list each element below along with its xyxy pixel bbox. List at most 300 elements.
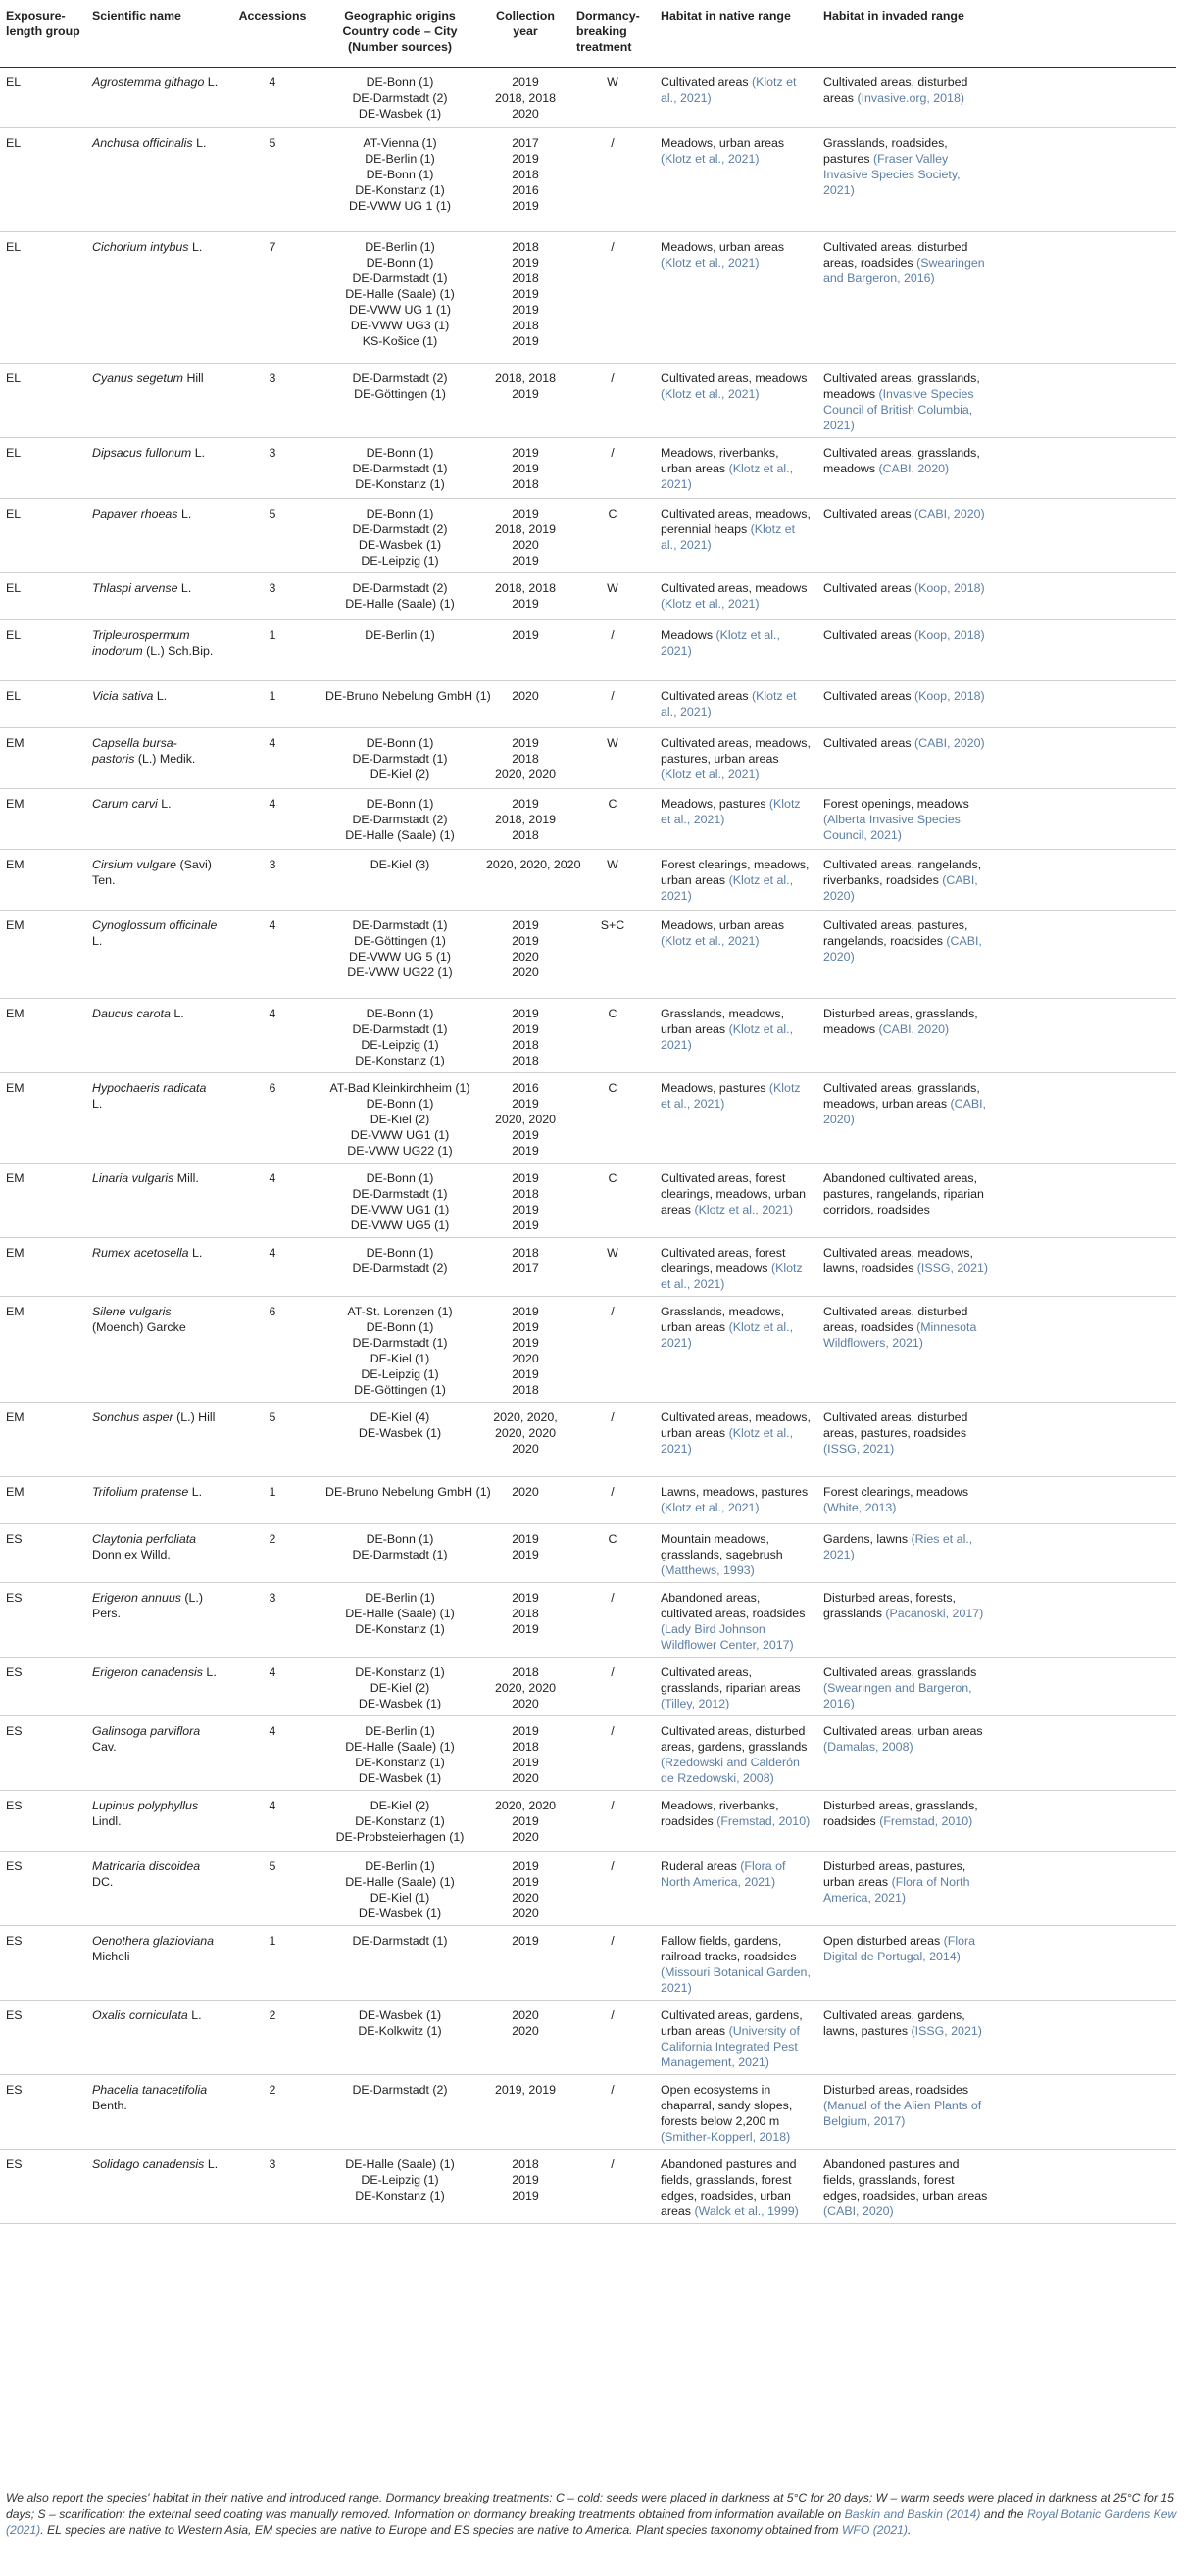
- invaded-habitat-citation[interactable]: (Flora Digital de Portugal, 2014): [823, 1934, 975, 1963]
- invaded-habitat-text: Cultivated areas, disturbed areas: [823, 75, 968, 105]
- cell-dormancy: W: [570, 1238, 655, 1297]
- year-item: 2019: [512, 1203, 539, 1216]
- cell-group: ES: [0, 2150, 86, 2224]
- cell-geographic-origins: [320, 2001, 480, 2075]
- invaded-habitat-wrap: [823, 1858, 990, 1906]
- native-habitat-text: Cultivated areas, forest clearings, meadows: [661, 1246, 786, 1275]
- cell-invaded-habitat: [817, 2075, 1176, 2150]
- invaded-habitat-text: Forest openings, meadows: [823, 797, 969, 811]
- origin-item: DE-VWW UG22 (1): [347, 1144, 453, 1158]
- invaded-habitat-citation[interactable]: (Invasive Species Council of British Columbia, 2021): [823, 387, 974, 432]
- cell-accessions: 6: [225, 1297, 320, 1403]
- invaded-habitat-text: Cultivated areas, grasslands, meadows: [823, 446, 980, 475]
- native-habitat-citation[interactable]: (Rzedowski and Calderón de Rzedowski, 2008): [661, 1756, 800, 1785]
- origin-item: DE-Bruno Nebelung GmbH (1): [325, 689, 491, 703]
- native-habitat-citation[interactable]: (Missouri Botanical Garden, 2021): [661, 1965, 811, 1995]
- footnote-ref-wfo[interactable]: WFO (2021): [841, 2523, 908, 2537]
- cell-scientific-name: [86, 1524, 225, 1583]
- species-authority: L.: [194, 446, 206, 460]
- native-habitat-text: Ruderal areas: [661, 1859, 737, 1873]
- cell-invaded-habitat: [817, 2150, 1176, 2224]
- native-habitat-text: Cultivated areas, meadows: [661, 581, 808, 595]
- invaded-habitat-citation[interactable]: (Swearingen and Bargeron, 2016): [823, 256, 985, 285]
- origin-item: DE-Darmstadt (1): [352, 1934, 448, 1948]
- cell-scientific-name: [86, 681, 225, 728]
- invaded-habitat-wrap: [823, 74, 990, 106]
- cell-native-habitat: [655, 68, 817, 128]
- cell-group: EM: [0, 728, 86, 789]
- cell-accessions: 5: [225, 499, 320, 573]
- species-name: Claytonia perfoliata: [92, 1532, 197, 1546]
- cell-dormancy: /: [570, 1791, 655, 1852]
- invaded-habitat-citation[interactable]: (CABI, 2020): [914, 507, 985, 520]
- invaded-habitat-citation[interactable]: (Flora of North America, 2021): [823, 1875, 970, 1905]
- origin-item: KS-Košice (1): [362, 334, 438, 348]
- year-item: 2020, 2020, 2020: [486, 858, 581, 871]
- invaded-habitat-text: Cultivated areas, grasslands, meadows, urban areas: [823, 1081, 980, 1111]
- native-habitat-citation[interactable]: (Klotz et al., 2021): [661, 768, 760, 781]
- species-name: Phacelia tanacetifolia: [92, 2083, 208, 2097]
- native-habitat-citation[interactable]: (Walck et al., 1999): [694, 2204, 799, 2218]
- cell-invaded-habitat: [817, 1297, 1176, 1403]
- cell-native-habitat: [655, 789, 817, 850]
- cell-collection-year: [480, 2150, 570, 2224]
- origin-item: DE-Bruno Nebelung GmbH (1): [325, 1485, 491, 1499]
- table-row: [0, 573, 1176, 620]
- invaded-habitat-citation[interactable]: (Ries et al., 2021): [823, 1532, 973, 1561]
- cell-scientific-name: [86, 1583, 225, 1658]
- invaded-habitat-text: Abandoned pastures and fields, grasslands, forest edges, roadsides, urban areas: [823, 2157, 988, 2203]
- table-row: [0, 850, 1176, 911]
- cell-accessions: 1: [225, 1926, 320, 2001]
- native-habitat-citation[interactable]: (Klotz et al., 2021): [661, 934, 760, 948]
- cell-scientific-name: [86, 1297, 225, 1403]
- species-name: Trifolium pratense: [92, 1485, 189, 1499]
- native-habitat-text: Cultivated areas, meadows, urban areas: [661, 1411, 811, 1440]
- cell-geographic-origins: [320, 438, 480, 499]
- year-item: 2018, 2018: [494, 581, 556, 595]
- table-row: [0, 1716, 1176, 1791]
- cell-geographic-origins: [320, 2150, 480, 2224]
- origin-item: DE-Kiel (2): [370, 1113, 430, 1126]
- origin-item: DE-Darmstadt (1): [352, 1022, 448, 1036]
- cell-geographic-origins: [320, 1297, 480, 1403]
- header-scientific-name: Scientific name: [86, 0, 225, 68]
- native-habitat-citation[interactable]: (Klotz et al., 2021): [661, 462, 794, 491]
- origin-item: DE-Kiel (3): [370, 858, 430, 871]
- origin-item: DE-Bonn (1): [366, 168, 434, 181]
- cell-group: EL: [0, 232, 86, 364]
- cell-scientific-name: [86, 364, 225, 438]
- footnote-ref-kew[interactable]: Royal Botanic Gardens Kew (2021): [6, 2506, 1177, 2537]
- cell-invaded-habitat: [817, 728, 1176, 789]
- invaded-habitat-citation[interactable]: (Koop, 2018): [914, 581, 985, 595]
- species-name: Matricaria discoidea: [92, 1859, 201, 1873]
- species-name: Agrostemma githago: [92, 75, 205, 89]
- native-habitat-text: Cultivated areas, meadows, perennial heaps: [661, 507, 811, 536]
- cell-geographic-origins: [320, 999, 480, 1073]
- cell-scientific-name: [86, 1716, 225, 1791]
- cell-collection-year: [480, 1791, 570, 1852]
- invaded-habitat-citation[interactable]: (ISSG, 2021): [916, 1262, 989, 1275]
- cell-invaded-habitat: [817, 1716, 1176, 1791]
- cell-invaded-habitat: [817, 1926, 1176, 2001]
- cell-accessions: 3: [225, 573, 320, 620]
- cell-collection-year: [480, 2001, 570, 2075]
- cell-group: EL: [0, 573, 86, 620]
- origin-item: DE-VWW UG5 (1): [350, 1218, 450, 1232]
- native-habitat-citation[interactable]: (University of California Integrated Pest Management, 2021): [661, 2024, 800, 2069]
- invaded-habitat-text: Open disturbed areas: [823, 1934, 941, 1948]
- year-item: 2020: [512, 107, 539, 121]
- invaded-habitat-citation[interactable]: (Damalas, 2008): [823, 1740, 913, 1754]
- species-authority: L.: [173, 1007, 184, 1020]
- native-habitat-citation[interactable]: (Matthews, 1993): [661, 1563, 755, 1577]
- invaded-habitat-wrap: [823, 735, 990, 751]
- table-row: [0, 1926, 1176, 2001]
- native-habitat-citation[interactable]: (Klotz et al., 2021): [661, 1426, 794, 1456]
- cell-native-habitat: [655, 1852, 817, 1926]
- invaded-habitat-wrap: [823, 1245, 990, 1276]
- native-habitat-citation[interactable]: (Klotz et al., 2021): [661, 797, 801, 826]
- species-authority: (L.) Sch.Bip.: [146, 644, 214, 658]
- cell-geographic-origins: [320, 620, 480, 681]
- footnote-ref-baskin[interactable]: Baskin and Baskin (2014): [844, 2506, 981, 2521]
- cell-dormancy: W: [570, 573, 655, 620]
- year-item: 2019: [512, 287, 539, 301]
- cell-native-habitat: [655, 911, 817, 999]
- cell-collection-year: [480, 1403, 570, 1477]
- invaded-habitat-citation[interactable]: (Minnesota Wildflowers, 2021): [823, 1320, 977, 1350]
- year-item: 2020: [512, 950, 539, 964]
- species-authority: (L.) Medik.: [137, 752, 196, 766]
- native-habitat-citation[interactable]: (Klotz et al., 2021): [661, 1022, 794, 1052]
- cell-accessions: 2: [225, 1524, 320, 1583]
- native-habitat-citation[interactable]: (Klotz et al., 2021): [661, 689, 797, 718]
- origin-item: DE-Leipzig (1): [361, 1367, 439, 1381]
- species-authority: (Moench) Garcke: [92, 1320, 186, 1334]
- native-habitat-text: Cultivated areas, meadows: [661, 372, 808, 385]
- native-habitat-text: Cultivated areas, grasslands, riparian areas: [661, 1665, 801, 1695]
- origin-item: DE-Darmstadt (2): [352, 372, 448, 385]
- cell-dormancy: /: [570, 1297, 655, 1403]
- cell-group: ES: [0, 1658, 86, 1716]
- cell-native-habitat: [655, 850, 817, 911]
- native-habitat-citation[interactable]: (Klotz et al., 2021): [661, 387, 760, 401]
- year-item: 2019: [512, 1171, 539, 1185]
- year-item: 2018: [512, 272, 539, 285]
- native-habitat-citation[interactable]: (Fremstad, 2010): [716, 1814, 811, 1828]
- cell-native-habitat: [655, 1926, 817, 2001]
- native-habitat-citation[interactable]: (Klotz et al., 2021): [661, 1081, 801, 1111]
- invaded-habitat-citation[interactable]: (Fraser Valley Invasive Species Society, 2021): [823, 152, 961, 197]
- origin-item: DE-Wasbek (1): [358, 1426, 442, 1440]
- invaded-habitat-citation[interactable]: (Pacanoski, 2017): [885, 1607, 984, 1620]
- year-item: 2017: [512, 136, 539, 150]
- invaded-habitat-wrap: [823, 1664, 990, 1711]
- year-item: 2018: [512, 1383, 539, 1397]
- year-item: 2019: [512, 1097, 539, 1111]
- table-row: [0, 68, 1176, 128]
- origin-item: DE-Leipzig (1): [361, 1038, 439, 1052]
- invaded-habitat-citation[interactable]: (Invasive.org, 2018): [857, 91, 964, 105]
- species-authority: L.: [161, 797, 172, 811]
- cell-geographic-origins: [320, 68, 480, 128]
- cell-invaded-habitat: [817, 1477, 1176, 1524]
- year-item: 2019: [512, 2189, 539, 2203]
- header-geographic-origins: Geographic origins Country code – City (Number sources): [320, 0, 480, 68]
- year-item: 2019: [512, 736, 539, 750]
- year-item: 2020, 2020: [494, 768, 556, 781]
- origin-item: DE-Konstanz (1): [355, 1756, 445, 1769]
- cell-scientific-name: [86, 620, 225, 681]
- invaded-habitat-citation[interactable]: (CABI, 2020): [823, 873, 978, 903]
- species-authority: (L.) Hill: [176, 1411, 216, 1424]
- invaded-habitat-citation[interactable]: (CABI, 2020): [878, 1022, 950, 1036]
- year-item: 2020, 2020: [494, 1426, 556, 1440]
- native-habitat-citation[interactable]: (Flora of North America, 2021): [661, 1859, 786, 1889]
- native-habitat-citation[interactable]: (Klotz et al., 2021): [661, 256, 760, 270]
- origin-item: DE-Konstanz (1): [355, 183, 445, 197]
- origin-item: DE-Halle (Saale) (1): [345, 597, 455, 611]
- cell-accessions: 1: [225, 681, 320, 728]
- species-authority: L.: [191, 1246, 203, 1260]
- invaded-habitat-text: Disturbed areas, roadsides: [823, 2083, 969, 2097]
- year-item: 2020: [512, 1442, 539, 1456]
- invaded-habitat-citation[interactable]: (Manual of the Alien Plants of Belgium, 2017): [823, 2099, 982, 2128]
- invaded-habitat-citation[interactable]: (CABI, 2020): [823, 934, 982, 964]
- cell-invaded-habitat: [817, 620, 1176, 681]
- origin-item: DE-Leipzig (1): [361, 554, 439, 568]
- species-name: Galinsoga parviflora: [92, 1724, 201, 1738]
- year-item: 2019: [512, 387, 539, 401]
- native-habitat-text: Cultivated areas: [661, 689, 749, 703]
- cell-group: EL: [0, 128, 86, 232]
- year-item: 2019: [512, 597, 539, 611]
- cell-dormancy: /: [570, 2075, 655, 2150]
- invaded-habitat-wrap: [823, 1304, 990, 1351]
- invaded-habitat-text: Disturbed areas, grasslands, meadows: [823, 1007, 978, 1036]
- invaded-habitat-text: Cultivated areas: [823, 736, 912, 750]
- cell-native-habitat: [655, 2150, 817, 2224]
- cell-dormancy: /: [570, 232, 655, 364]
- origin-item: DE-VWW UG 1 (1): [349, 199, 451, 213]
- year-item: 2016: [512, 183, 539, 197]
- native-habitat-citation[interactable]: (Klotz et al., 2021): [694, 1203, 794, 1216]
- invaded-habitat-citation[interactable]: (ISSG, 2021): [823, 1442, 895, 1456]
- year-item: 2019: [512, 446, 539, 460]
- cell-geographic-origins: [320, 1791, 480, 1852]
- species-name: Erigeron canadensis: [92, 1665, 203, 1679]
- origin-item: DE-Bonn (1): [366, 446, 434, 460]
- native-habitat-citation[interactable]: (Klotz et al., 2021): [661, 1320, 794, 1350]
- cell-group: EL: [0, 499, 86, 573]
- cell-dormancy: /: [570, 1926, 655, 2001]
- invaded-habitat-text: Forest clearings, meadows: [823, 1485, 969, 1499]
- year-item: 2019: [512, 554, 539, 568]
- cell-group: EM: [0, 850, 86, 911]
- cell-accessions: 4: [225, 728, 320, 789]
- cell-group: ES: [0, 2075, 86, 2150]
- origin-item: DE-Darmstadt (1): [352, 752, 448, 766]
- invaded-habitat-citation[interactable]: (CABI, 2020): [878, 462, 950, 475]
- invaded-habitat-citation[interactable]: (Fremstad, 2010): [879, 1814, 973, 1828]
- cell-dormancy: /: [570, 2001, 655, 2075]
- cell-dormancy: W: [570, 728, 655, 789]
- cell-collection-year: [480, 620, 570, 681]
- cell-geographic-origins: [320, 1164, 480, 1238]
- year-item: 2020: [512, 1891, 539, 1905]
- cell-collection-year: [480, 68, 570, 128]
- species-authority: Mill.: [176, 1171, 199, 1185]
- cell-dormancy: W: [570, 68, 655, 128]
- invaded-habitat-citation[interactable]: (Swearingen and Bargeron, 2016): [823, 1681, 972, 1710]
- table-row: [0, 1477, 1176, 1524]
- invaded-habitat-wrap: [823, 371, 990, 433]
- year-item: 2019: [512, 334, 539, 348]
- cell-accessions: 3: [225, 438, 320, 499]
- native-habitat-citation[interactable]: (Klotz et al., 2021): [661, 597, 760, 611]
- species-name: Lupinus polyphyllus: [92, 1799, 199, 1812]
- invaded-habitat-citation[interactable]: (White, 2013): [823, 1501, 897, 1514]
- year-item: 2020: [512, 1352, 539, 1365]
- native-habitat-citation[interactable]: (Klotz et al., 2021): [661, 1262, 803, 1291]
- year-item: 2019: [512, 1218, 539, 1232]
- year-item: 2018, 2019: [494, 813, 556, 826]
- year-item: 2020, 2020: [494, 1681, 556, 1695]
- origin-item: DE-Halle (Saale) (1): [345, 1875, 455, 1889]
- invaded-habitat-wrap: [823, 1410, 990, 1457]
- native-habitat-citation[interactable]: (Klotz et al., 2021): [661, 873, 794, 903]
- origin-item: DE-Darmstadt (1): [352, 462, 448, 475]
- year-item: 2019: [512, 1548, 539, 1561]
- invaded-habitat-text: Disturbed areas, forests, grasslands: [823, 1591, 956, 1620]
- cell-scientific-name: [86, 1073, 225, 1164]
- native-habitat-citation[interactable]: (Tilley, 2012): [661, 1697, 730, 1710]
- cell-scientific-name: [86, 1403, 225, 1477]
- native-habitat-citation[interactable]: (Klotz et al., 2021): [661, 628, 780, 658]
- invaded-habitat-wrap: [823, 2156, 990, 2219]
- cell-geographic-origins: [320, 499, 480, 573]
- origin-item: DE-Bonn (1): [366, 1171, 434, 1185]
- year-item: 2019: [512, 1128, 539, 1142]
- native-habitat-citation[interactable]: (Klotz et al., 2021): [661, 75, 797, 105]
- cell-scientific-name: [86, 438, 225, 499]
- native-habitat-citation[interactable]: (Klotz et al., 2021): [661, 1501, 760, 1514]
- invaded-habitat-citation[interactable]: (Koop, 2018): [914, 628, 985, 642]
- cell-group: EL: [0, 364, 86, 438]
- cell-invaded-habitat: [817, 438, 1176, 499]
- origin-item: DE-Berlin (1): [365, 1591, 435, 1605]
- invaded-habitat-citation[interactable]: (Alberta Invasive Species Council, 2021): [823, 813, 961, 842]
- origin-item: DE-Darmstadt (2): [352, 91, 448, 105]
- cell-scientific-name: [86, 1852, 225, 1926]
- cell-accessions: 5: [225, 1852, 320, 1926]
- cell-native-habitat: [655, 2075, 817, 2150]
- origin-item: DE-Wasbek (1): [358, 1771, 442, 1785]
- cell-scientific-name: [86, 1658, 225, 1716]
- cell-native-habitat: [655, 2001, 817, 2075]
- cell-invaded-habitat: [817, 499, 1176, 573]
- species-authority: L.: [206, 1665, 217, 1679]
- origin-item: DE-Halle (Saale) (1): [345, 287, 455, 301]
- year-item: 2019: [512, 152, 539, 166]
- invaded-habitat-citation[interactable]: (CABI, 2020): [823, 1097, 986, 1126]
- species-name: Cichorium intybus: [92, 240, 189, 254]
- cell-invaded-habitat: [817, 573, 1176, 620]
- species-name: Erigeron annuus: [92, 1591, 181, 1605]
- native-habitat-citation[interactable]: (Lady Bird Johnson Wildflower Center, 2017): [661, 1622, 794, 1652]
- cell-invaded-habitat: [817, 1583, 1176, 1658]
- species-authority: Hill: [186, 372, 204, 385]
- invaded-habitat-citation[interactable]: (CABI, 2020): [914, 736, 985, 750]
- year-item: 2018: [512, 1038, 539, 1052]
- cell-group: EL: [0, 68, 86, 128]
- footnote-text-2: and the: [980, 2506, 1027, 2521]
- cell-geographic-origins: [320, 1073, 480, 1164]
- cell-invaded-habitat: [817, 1524, 1176, 1583]
- cell-invaded-habitat: [817, 68, 1176, 128]
- cell-group: EM: [0, 1238, 86, 1297]
- table-row: [0, 128, 1176, 232]
- year-item: 2018: [512, 1054, 539, 1067]
- native-habitat-citation[interactable]: (Klotz et al., 2021): [661, 152, 760, 166]
- species-name: Cynoglossum officinale: [92, 918, 218, 932]
- invaded-habitat-citation[interactable]: (Koop, 2018): [914, 689, 985, 703]
- native-habitat-citation[interactable]: (Smither-Kopperl, 2018): [661, 2130, 791, 2144]
- origin-item: DE-Konstanz (1): [355, 1665, 445, 1679]
- cell-scientific-name: [86, 2150, 225, 2224]
- cell-dormancy: /: [570, 1403, 655, 1477]
- native-habitat-citation[interactable]: (Klotz et al., 2021): [661, 522, 796, 552]
- origin-item: DE-Darmstadt (1): [352, 272, 448, 285]
- origin-item: DE-VWW UG3 (1): [350, 319, 450, 332]
- species-authority: L.: [156, 689, 168, 703]
- footnote-text-3: . EL species are native to Western Asia, EM species are native to Europe and ES species are native to America. Plant species taxonomy obtained from: [40, 2523, 842, 2537]
- origin-item: DE-VWW UG1 (1): [350, 1128, 450, 1142]
- species-authority: L.: [191, 1485, 203, 1499]
- invaded-habitat-wrap: [823, 1006, 990, 1037]
- cell-collection-year: [480, 728, 570, 789]
- cell-dormancy: /: [570, 1658, 655, 1716]
- origin-item: DE-Darmstadt (2): [352, 581, 448, 595]
- invaded-habitat-wrap: [823, 688, 990, 704]
- invaded-habitat-wrap: [823, 1080, 990, 1127]
- table-row: [0, 911, 1176, 999]
- origin-item: DE-Konstanz (1): [355, 1622, 445, 1636]
- year-item: 2019: [512, 1814, 539, 1828]
- year-item: 2019: [512, 1320, 539, 1334]
- native-habitat-text: Meadows, riverbanks, urban areas: [661, 446, 779, 475]
- native-habitat-text: Meadows, pastures: [661, 797, 766, 811]
- species-authority: L.: [207, 75, 219, 89]
- invaded-habitat-citation[interactable]: (ISSG, 2021): [911, 2024, 982, 2038]
- cell-native-habitat: [655, 1524, 817, 1583]
- invaded-habitat-text: Cultivated areas, disturbed areas, roadsides: [823, 1305, 968, 1334]
- cell-native-habitat: [655, 1791, 817, 1852]
- origin-item: DE-VWW UG 5 (1): [349, 950, 451, 964]
- origin-item: DE-Darmstadt (2): [352, 1262, 448, 1275]
- invaded-habitat-wrap: [823, 506, 990, 521]
- invaded-habitat-citation[interactable]: (CABI, 2020): [823, 2204, 894, 2218]
- invaded-habitat-wrap: [823, 796, 990, 843]
- table-row: [0, 620, 1176, 681]
- native-habitat-text: Grasslands, meadows, urban areas: [661, 1007, 785, 1036]
- native-habitat-text: Mountain meadows, grasslands, sagebrush: [661, 1532, 783, 1561]
- cell-accessions: 4: [225, 1238, 320, 1297]
- species-name: Tripleurospermum inodorum: [92, 628, 190, 658]
- species-authority: L.: [191, 2008, 202, 2022]
